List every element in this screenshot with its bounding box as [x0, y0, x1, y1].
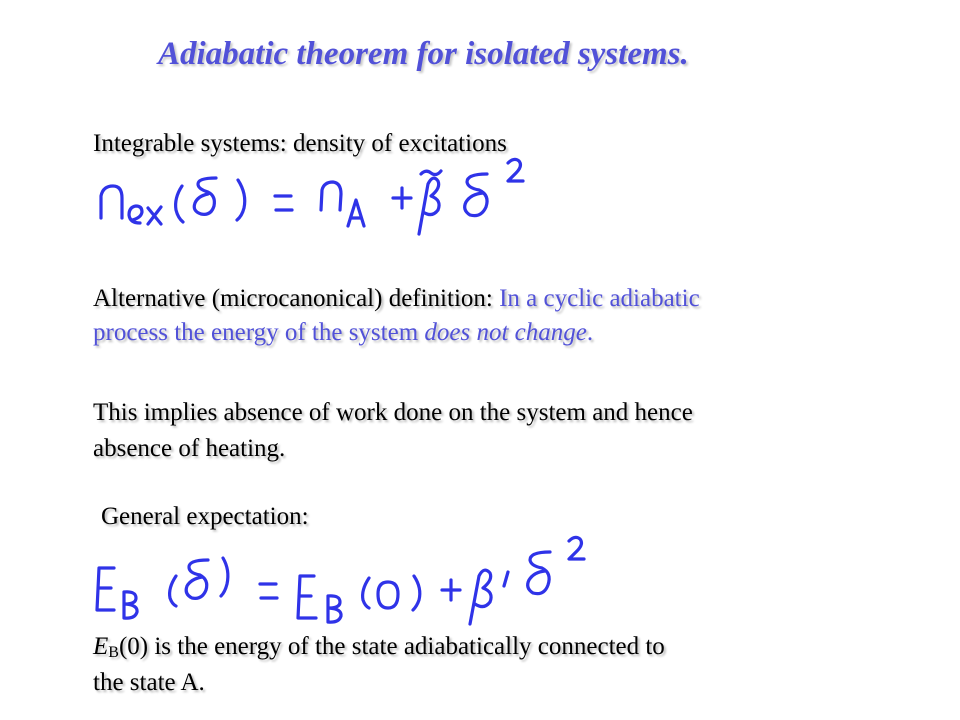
stroke-delta-3 — [186, 560, 208, 598]
stroke-beta — [419, 178, 439, 234]
footnote-line-2: the state A. — [93, 669, 205, 696]
stroke-E — [97, 568, 114, 610]
stroke-delta — [194, 178, 216, 214]
footnote-line-1-rest: (0) is the energy of the state adiabatically connected to — [118, 633, 665, 660]
stroke-equals — [275, 196, 292, 210]
implication-line-2: absence of heating. — [93, 435, 286, 462]
stroke-B2 — [328, 596, 341, 622]
stroke-E2 — [298, 576, 316, 618]
alternative-line-1 — [93, 282, 700, 316]
stroke-paren-close-2 — [221, 558, 228, 596]
stroke-n — [101, 186, 122, 218]
stroke-prime — [504, 572, 508, 586]
footnote-symbol: E — [93, 633, 109, 660]
stroke-e — [129, 206, 142, 223]
stroke-paren-open-3 — [363, 578, 369, 608]
stroke-paren-close — [237, 180, 245, 220]
stroke-paren-close-3 — [413, 576, 420, 610]
footnote-line-1 — [93, 630, 665, 670]
stroke-plus-2 — [442, 580, 460, 600]
stroke-delta2 — [465, 174, 487, 216]
stroke-B — [124, 592, 137, 618]
stroke-n2 — [321, 182, 341, 210]
stroke-zero — [378, 582, 398, 608]
alternative-lead: Alternative (microcanonical) definition: — [93, 285, 500, 312]
stroke-paren-open-2 — [170, 576, 176, 606]
stroke-tilde — [421, 171, 441, 175]
general-heading: General expectation: — [101, 503, 309, 530]
alternative-highlight-2b: does not change — [424, 319, 587, 346]
stroke-paren-open — [176, 186, 183, 222]
stroke-plus — [393, 188, 411, 208]
stroke-square-2 — [569, 537, 584, 559]
stroke-square — [508, 159, 523, 181]
handwritten-formula-energy — [92, 536, 612, 626]
stroke-x — [148, 207, 161, 224]
alternative-line-2 — [93, 316, 593, 350]
stroke-beta-2 — [470, 570, 491, 624]
alternative-highlight-1: In a cyclic adiabatic — [499, 285, 700, 312]
alternative-highlight-2a: process the energy of the system — [93, 319, 425, 346]
implication-line-1: This implies absence of work done on the system and hence — [93, 399, 693, 426]
footnote-subscript: B — [108, 644, 119, 661]
stroke-A — [348, 200, 364, 226]
stroke-equals-2 — [260, 584, 277, 598]
alternative-highlight-2c: . — [586, 319, 594, 346]
slide-title: Adiabatic theorem for isolated systems. — [158, 36, 689, 72]
stroke-delta-4 — [528, 552, 550, 594]
integrable-heading: Integrable systems: density of excitations — [93, 130, 507, 157]
handwritten-formula-density — [95, 156, 575, 246]
